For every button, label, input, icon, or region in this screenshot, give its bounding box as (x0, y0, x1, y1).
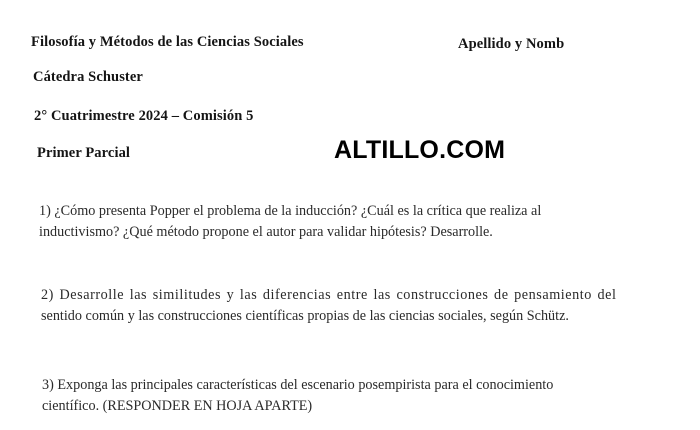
question-3 (42, 375, 553, 417)
surname-name-label: Apellido y Nomb (458, 36, 565, 52)
question-line: científico. (RESPONDER EN HOJA APARTE) (42, 398, 313, 414)
question-2 (41, 285, 616, 327)
question-1 (39, 201, 541, 243)
question-line: 3) Exponga las principales características del escenario posempirista para el conocimiento (42, 377, 554, 393)
question-line: 2) Desarrolle las similitudes y las diferencias entre las construcciones de pensamiento del (41, 287, 617, 303)
watermark-logo: ALTILLO.COM (334, 136, 506, 164)
term-commission: 2° Cuatrimestre 2024 – Comisión 5 (34, 108, 254, 124)
question-line: 1) ¿Cómo presenta Popper el problema de la inducción? ¿Cuál es la crítica que realiza al (39, 203, 542, 219)
exam-title: Primer Parcial (37, 145, 131, 161)
question-line: inductivismo? ¿Qué método propone el autor para validar hipótesis? Desarrolle. (39, 224, 493, 240)
chair-name: Cátedra Schuster (33, 69, 143, 85)
course-title: Filosofía y Métodos de las Ciencias Sociales (31, 34, 304, 50)
question-line: sentido común y las construcciones científicas propias de las ciencias sociales, según Schütz. (41, 308, 569, 324)
